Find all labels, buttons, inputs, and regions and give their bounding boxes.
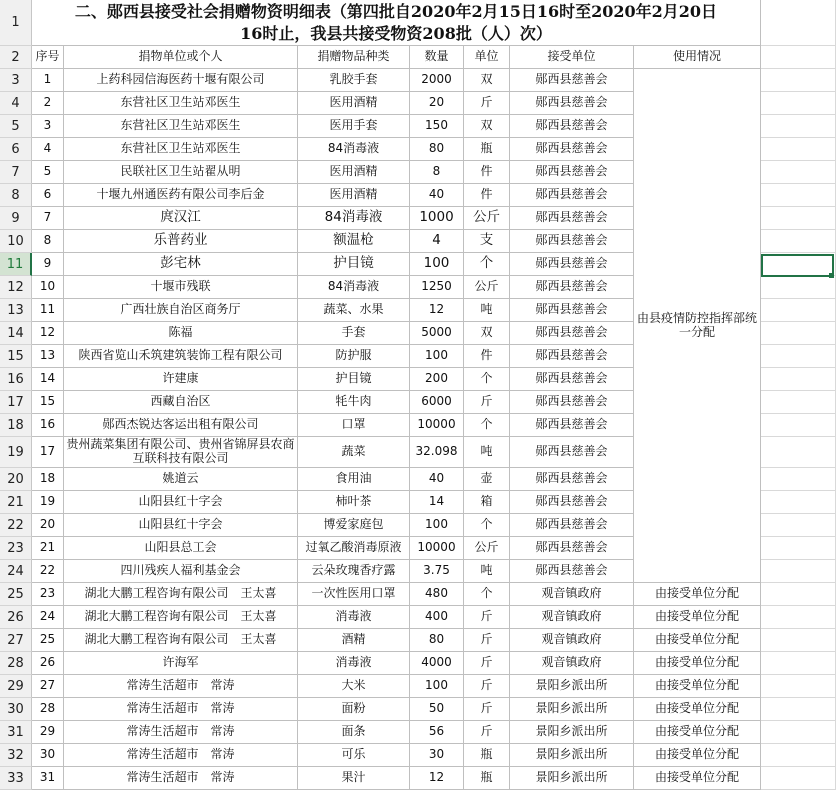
row-header-16[interactable]: 16 xyxy=(0,368,32,391)
cell-unit[interactable]: 斤 xyxy=(464,92,510,115)
row-header-11[interactable]: 11 xyxy=(0,253,32,276)
cell-usage[interactable]: 由接受单位分配 xyxy=(634,698,761,721)
row-header-15[interactable]: 15 xyxy=(0,345,32,368)
fill-handle[interactable] xyxy=(829,273,834,278)
cell-unit[interactable]: 件 xyxy=(464,184,510,207)
row-header-22[interactable]: 22 xyxy=(0,514,32,537)
cell-usage[interactable]: 由接受单位分配 xyxy=(634,652,761,675)
empty-cell[interactable] xyxy=(761,161,836,184)
cell-donor[interactable]: 贵州蔬菜集团有限公司、贵州省锦屏县农商互联科技有限公司 xyxy=(64,437,298,468)
cell-item[interactable]: 蔬菜、水果 xyxy=(298,299,410,322)
cell-item[interactable]: 面粉 xyxy=(298,698,410,721)
cell-donor[interactable]: 十堰市残联 xyxy=(64,276,298,299)
cell-receiver[interactable]: 郧西县慈善会 xyxy=(510,368,634,391)
cell-receiver[interactable]: 景阳乡派出所 xyxy=(510,767,634,790)
row-header-3[interactable]: 3 xyxy=(0,69,32,92)
cell-seq[interactable]: 14 xyxy=(32,368,64,391)
empty-cell[interactable] xyxy=(761,0,836,46)
cell-qty[interactable]: 12 xyxy=(410,767,464,790)
cell-qty[interactable]: 32.098 xyxy=(410,437,464,468)
cell-donor[interactable]: 上药科园信海医药十堰有限公司 xyxy=(64,69,298,92)
cell-seq[interactable]: 4 xyxy=(32,138,64,161)
cell-qty[interactable]: 4 xyxy=(410,230,464,253)
empty-cell[interactable] xyxy=(761,276,836,299)
empty-cell[interactable] xyxy=(761,391,836,414)
empty-cell[interactable] xyxy=(761,629,836,652)
selected-cell-outline[interactable] xyxy=(761,254,834,277)
cell-item[interactable]: 84消毒液 xyxy=(298,207,410,230)
empty-cell[interactable] xyxy=(761,115,836,138)
cell-donor[interactable]: 彭宅林 xyxy=(64,253,298,276)
row-header-30[interactable]: 30 xyxy=(0,698,32,721)
header-unit[interactable]: 单位 xyxy=(464,46,510,69)
row-header-25[interactable]: 25 xyxy=(0,583,32,606)
cell-donor[interactable]: 姚道云 xyxy=(64,468,298,491)
cell-unit[interactable]: 瓶 xyxy=(464,767,510,790)
cell-unit[interactable]: 斤 xyxy=(464,675,510,698)
cell-unit[interactable]: 斤 xyxy=(464,606,510,629)
row-header-33[interactable]: 33 xyxy=(0,767,32,790)
cell-qty[interactable]: 8 xyxy=(410,161,464,184)
row-header-23[interactable]: 23 xyxy=(0,537,32,560)
cell-item[interactable]: 手套 xyxy=(298,322,410,345)
cell-qty[interactable]: 10000 xyxy=(410,414,464,437)
empty-cell[interactable] xyxy=(761,514,836,537)
cell-item[interactable]: 口罩 xyxy=(298,414,410,437)
cell-seq[interactable]: 29 xyxy=(32,721,64,744)
cell-seq[interactable]: 18 xyxy=(32,468,64,491)
cell-qty[interactable]: 100 xyxy=(410,345,464,368)
cell-unit[interactable]: 支 xyxy=(464,230,510,253)
cell-receiver[interactable]: 郧西县慈善会 xyxy=(510,184,634,207)
row-header-20[interactable]: 20 xyxy=(0,468,32,491)
cell-seq[interactable]: 13 xyxy=(32,345,64,368)
empty-cell[interactable] xyxy=(761,675,836,698)
cell-donor[interactable]: 陕西省览山禾筑建筑装饰工程有限公司 xyxy=(64,345,298,368)
cell-seq[interactable]: 11 xyxy=(32,299,64,322)
cell-seq[interactable]: 9 xyxy=(32,253,64,276)
cell-receiver[interactable]: 郧西县慈善会 xyxy=(510,115,634,138)
cell-seq[interactable]: 28 xyxy=(32,698,64,721)
cell-donor[interactable]: 湖北大鹏工程咨询有限公司 王太喜 xyxy=(64,629,298,652)
cell-qty[interactable]: 200 xyxy=(410,368,464,391)
row-header-17[interactable]: 17 xyxy=(0,391,32,414)
cell-item[interactable]: 护目镜 xyxy=(298,368,410,391)
cell-donor[interactable]: 常涛生活超市 常涛 xyxy=(64,675,298,698)
cell-receiver[interactable]: 郧西县慈善会 xyxy=(510,161,634,184)
cell-donor[interactable]: 西藏自治区 xyxy=(64,391,298,414)
cell-qty[interactable]: 100 xyxy=(410,675,464,698)
cell-seq[interactable]: 20 xyxy=(32,514,64,537)
row-header-6[interactable]: 6 xyxy=(0,138,32,161)
empty-cell[interactable] xyxy=(761,46,836,69)
cell-qty[interactable]: 1000 xyxy=(410,207,464,230)
cell-receiver[interactable]: 郧西县慈善会 xyxy=(510,468,634,491)
row-header-24[interactable]: 24 xyxy=(0,560,32,583)
title-line-2: 16时止，我县共接受物资208批（人）次） xyxy=(240,23,552,43)
cell-donor[interactable]: 陈福 xyxy=(64,322,298,345)
cell-unit[interactable]: 吨 xyxy=(464,299,510,322)
cell-donor[interactable]: 常涛生活超市 常涛 xyxy=(64,767,298,790)
cell-receiver[interactable]: 郧西县慈善会 xyxy=(510,345,634,368)
cell-seq[interactable]: 2 xyxy=(32,92,64,115)
cell-qty[interactable]: 5000 xyxy=(410,322,464,345)
cell-usage[interactable]: 由接受单位分配 xyxy=(634,629,761,652)
header-usage[interactable]: 使用情况 xyxy=(634,46,761,69)
cell-qty[interactable]: 40 xyxy=(410,468,464,491)
cell-unit[interactable]: 瓶 xyxy=(464,744,510,767)
empty-cell[interactable] xyxy=(761,92,836,115)
cell-item[interactable]: 大米 xyxy=(298,675,410,698)
cell-unit[interactable]: 瓶 xyxy=(464,138,510,161)
row-header-10[interactable]: 10 xyxy=(0,230,32,253)
cell-qty[interactable]: 40 xyxy=(410,184,464,207)
cell-seq[interactable]: 15 xyxy=(32,391,64,414)
cell-seq[interactable]: 19 xyxy=(32,491,64,514)
cell-item[interactable]: 酒精 xyxy=(298,629,410,652)
cell-receiver[interactable]: 郧西县慈善会 xyxy=(510,230,634,253)
cell-seq[interactable]: 24 xyxy=(32,606,64,629)
cell-receiver[interactable]: 观音镇政府 xyxy=(510,629,634,652)
cell-item[interactable]: 牦牛肉 xyxy=(298,391,410,414)
cell-unit[interactable]: 公斤 xyxy=(464,276,510,299)
cell-item[interactable]: 柿叶茶 xyxy=(298,491,410,514)
row-header-26[interactable]: 26 xyxy=(0,606,32,629)
empty-cell[interactable] xyxy=(761,744,836,767)
cell-usage[interactable]: 由接受单位分配 xyxy=(634,675,761,698)
row-header-2[interactable]: 2 xyxy=(0,46,32,69)
empty-cell[interactable] xyxy=(761,184,836,207)
cell-seq[interactable]: 1 xyxy=(32,69,64,92)
cell-qty[interactable]: 10000 xyxy=(410,537,464,560)
cell-unit[interactable]: 斤 xyxy=(464,652,510,675)
cell-seq[interactable]: 17 xyxy=(32,437,64,468)
cell-donor[interactable]: 常涛生活超市 常涛 xyxy=(64,721,298,744)
cell-seq[interactable]: 5 xyxy=(32,161,64,184)
cell-receiver[interactable]: 郧西县慈善会 xyxy=(510,138,634,161)
cell-donor[interactable]: 山阳县红十字会 xyxy=(64,491,298,514)
cell-receiver[interactable]: 郧西县慈善会 xyxy=(510,560,634,583)
cell-qty[interactable]: 1250 xyxy=(410,276,464,299)
cell-receiver[interactable]: 郧西县慈善会 xyxy=(510,92,634,115)
cell-qty[interactable]: 100 xyxy=(410,253,464,276)
cell-seq[interactable]: 16 xyxy=(32,414,64,437)
cell-item[interactable]: 84消毒液 xyxy=(298,138,410,161)
cell-usage[interactable]: 由接受单位分配 xyxy=(634,767,761,790)
empty-cell[interactable] xyxy=(761,69,836,92)
cell-receiver[interactable]: 郧西县慈善会 xyxy=(510,276,634,299)
cell-qty[interactable]: 12 xyxy=(410,299,464,322)
cell-receiver[interactable]: 郧西县慈善会 xyxy=(510,253,634,276)
cell-seq[interactable]: 8 xyxy=(32,230,64,253)
empty-cell[interactable] xyxy=(761,560,836,583)
cell-donor[interactable]: 湖北大鹏工程咨询有限公司 王太喜 xyxy=(64,583,298,606)
cell-seq[interactable]: 27 xyxy=(32,675,64,698)
row-header-1[interactable]: 1 xyxy=(0,0,32,46)
cell-qty[interactable]: 14 xyxy=(410,491,464,514)
cell-donor[interactable]: 广西壮族自治区商务厅 xyxy=(64,299,298,322)
cell-receiver[interactable]: 观音镇政府 xyxy=(510,583,634,606)
cell-receiver[interactable]: 郧西县慈善会 xyxy=(510,491,634,514)
cell-item[interactable]: 过氧乙酸消毒原液 xyxy=(298,537,410,560)
empty-cell[interactable] xyxy=(761,299,836,322)
header-qty[interactable]: 数量 xyxy=(410,46,464,69)
cell-unit[interactable]: 壶 xyxy=(464,468,510,491)
cell-item[interactable]: 防护服 xyxy=(298,345,410,368)
cell-seq[interactable]: 6 xyxy=(32,184,64,207)
cell-unit[interactable]: 箱 xyxy=(464,491,510,514)
cell-qty[interactable]: 100 xyxy=(410,514,464,537)
empty-cell[interactable] xyxy=(761,491,836,514)
cell-qty[interactable]: 4000 xyxy=(410,652,464,675)
cell-seq[interactable]: 3 xyxy=(32,115,64,138)
empty-cell[interactable] xyxy=(761,583,836,606)
row-header-13[interactable]: 13 xyxy=(0,299,32,322)
cell-qty[interactable]: 480 xyxy=(410,583,464,606)
cell-item[interactable]: 博爱家庭包 xyxy=(298,514,410,537)
row-header-12[interactable]: 12 xyxy=(0,276,32,299)
empty-cell[interactable] xyxy=(761,606,836,629)
cell-item[interactable]: 乳胶手套 xyxy=(298,69,410,92)
cell-unit[interactable]: 斤 xyxy=(464,391,510,414)
cell-qty[interactable]: 6000 xyxy=(410,391,464,414)
row-header-29[interactable]: 29 xyxy=(0,675,32,698)
cell-item[interactable]: 医用酒精 xyxy=(298,184,410,207)
cell-unit[interactable]: 个 xyxy=(464,253,510,276)
cell-item[interactable]: 医用酒精 xyxy=(298,92,410,115)
row-header-18[interactable]: 18 xyxy=(0,414,32,437)
cell-seq[interactable]: 31 xyxy=(32,767,64,790)
cell-donor[interactable]: 东营社区卫生站邓医生 xyxy=(64,92,298,115)
row-header-27[interactable]: 27 xyxy=(0,629,32,652)
cell-qty[interactable]: 80 xyxy=(410,629,464,652)
row-header-5[interactable]: 5 xyxy=(0,115,32,138)
cell-seq[interactable]: 22 xyxy=(32,560,64,583)
cell-unit[interactable]: 公斤 xyxy=(464,207,510,230)
cell-unit[interactable]: 吨 xyxy=(464,560,510,583)
empty-cell[interactable] xyxy=(761,468,836,491)
cell-qty[interactable]: 56 xyxy=(410,721,464,744)
cell-unit[interactable]: 双 xyxy=(464,322,510,345)
cell-qty[interactable]: 80 xyxy=(410,138,464,161)
cell-seq[interactable]: 10 xyxy=(32,276,64,299)
empty-cell[interactable] xyxy=(761,230,836,253)
cell-seq[interactable]: 25 xyxy=(32,629,64,652)
cell-item[interactable]: 医用酒精 xyxy=(298,161,410,184)
cell-item[interactable]: 护目镜 xyxy=(298,253,410,276)
empty-cell[interactable] xyxy=(761,345,836,368)
cell-receiver[interactable]: 观音镇政府 xyxy=(510,652,634,675)
cell-receiver[interactable]: 观音镇政府 xyxy=(510,606,634,629)
row-header-31[interactable]: 31 xyxy=(0,721,32,744)
cell-unit[interactable]: 双 xyxy=(464,115,510,138)
cell-unit[interactable]: 公斤 xyxy=(464,537,510,560)
cell-item[interactable]: 一次性医用口罩 xyxy=(298,583,410,606)
cell-donor[interactable]: 东营社区卫生站邓医生 xyxy=(64,115,298,138)
cell-item[interactable]: 84消毒液 xyxy=(298,276,410,299)
cell-seq[interactable]: 30 xyxy=(32,744,64,767)
cell-item[interactable]: 消毒液 xyxy=(298,606,410,629)
row-header-9[interactable]: 9 xyxy=(0,207,32,230)
cell-donor[interactable]: 许海军 xyxy=(64,652,298,675)
cell-donor[interactable]: 四川残疾人福利基金会 xyxy=(64,560,298,583)
cell-item[interactable]: 可乐 xyxy=(298,744,410,767)
cell-donor[interactable]: 十堰九州通医药有限公司李后金 xyxy=(64,184,298,207)
cell-donor[interactable]: 乐普药业 xyxy=(64,230,298,253)
empty-cell[interactable] xyxy=(761,138,836,161)
cell-item[interactable]: 食用油 xyxy=(298,468,410,491)
row-header-21[interactable]: 21 xyxy=(0,491,32,514)
row-header-32[interactable]: 32 xyxy=(0,744,32,767)
cell-receiver[interactable]: 郧西县慈善会 xyxy=(510,322,634,345)
empty-cell[interactable] xyxy=(761,721,836,744)
cell-unit[interactable]: 件 xyxy=(464,161,510,184)
cell-receiver[interactable]: 郧西县慈善会 xyxy=(510,414,634,437)
cell-donor[interactable]: 郧西杰锐达客运出租有限公司 xyxy=(64,414,298,437)
cell-usage[interactable]: 由接受单位分配 xyxy=(634,606,761,629)
cell-qty[interactable]: 400 xyxy=(410,606,464,629)
cell-unit[interactable]: 件 xyxy=(464,345,510,368)
cell-receiver[interactable]: 郧西县慈善会 xyxy=(510,514,634,537)
cell-qty[interactable]: 20 xyxy=(410,92,464,115)
cell-receiver[interactable]: 景阳乡派出所 xyxy=(510,744,634,767)
cell-seq[interactable]: 7 xyxy=(32,207,64,230)
cell-qty[interactable]: 3.75 xyxy=(410,560,464,583)
cell-receiver[interactable]: 郧西县慈善会 xyxy=(510,207,634,230)
cell-unit[interactable]: 斤 xyxy=(464,721,510,744)
empty-cell[interactable] xyxy=(761,537,836,560)
title-line-1: 二、郧西县接受社会捐赠物资明细表（第四批自2020年2月15日16时至2020年2月20日 xyxy=(74,1,718,21)
cell-receiver[interactable]: 景阳乡派出所 xyxy=(510,721,634,744)
empty-cell[interactable] xyxy=(761,437,836,468)
row-header-7[interactable]: 7 xyxy=(0,161,32,184)
cell-qty[interactable]: 150 xyxy=(410,115,464,138)
cell-donor[interactable]: 常涛生活超市 常涛 xyxy=(64,698,298,721)
cell-usage[interactable]: 由接受单位分配 xyxy=(634,744,761,767)
cell-receiver[interactable]: 郧西县慈善会 xyxy=(510,299,634,322)
cell-seq[interactable]: 26 xyxy=(32,652,64,675)
cell-seq[interactable]: 12 xyxy=(32,322,64,345)
cell-donor[interactable]: 常涛生活超市 常涛 xyxy=(64,744,298,767)
cell-unit[interactable]: 斤 xyxy=(464,698,510,721)
cell-unit[interactable]: 个 xyxy=(464,514,510,537)
row-header-14[interactable]: 14 xyxy=(0,322,32,345)
cell-item[interactable]: 云朵玫瑰香疗露 xyxy=(298,560,410,583)
cell-unit[interactable]: 个 xyxy=(464,368,510,391)
cell-seq[interactable]: 23 xyxy=(32,583,64,606)
cell-unit[interactable]: 个 xyxy=(464,414,510,437)
cell-unit[interactable]: 吨 xyxy=(464,437,510,468)
sheet-title[interactable] xyxy=(32,0,761,46)
cell-donor[interactable]: 东营社区卫生站邓医生 xyxy=(64,138,298,161)
header-receiver[interactable]: 接受单位 xyxy=(510,46,634,69)
merged-usage-cell[interactable]: 由县疫情防控指挥部统一分配 xyxy=(634,69,761,583)
empty-cell[interactable] xyxy=(761,698,836,721)
empty-cell[interactable] xyxy=(761,322,836,345)
row-header-28[interactable]: 28 xyxy=(0,652,32,675)
empty-cell[interactable] xyxy=(761,368,836,391)
cell-item[interactable]: 面条 xyxy=(298,721,410,744)
cell-item[interactable]: 额温枪 xyxy=(298,230,410,253)
cell-qty[interactable]: 2000 xyxy=(410,69,464,92)
cell-receiver[interactable]: 郧西县慈善会 xyxy=(510,391,634,414)
empty-cell[interactable] xyxy=(761,414,836,437)
cell-usage[interactable]: 由接受单位分配 xyxy=(634,721,761,744)
header-donor[interactable]: 捐物单位或个人 xyxy=(64,46,298,69)
cell-item[interactable]: 果汁 xyxy=(298,767,410,790)
cell-receiver[interactable]: 郧西县慈善会 xyxy=(510,537,634,560)
header-seq[interactable]: 序号 xyxy=(32,46,64,69)
cell-donor[interactable]: 湖北大鹏工程咨询有限公司 王太喜 xyxy=(64,606,298,629)
cell-unit[interactable]: 个 xyxy=(464,583,510,606)
cell-unit[interactable]: 双 xyxy=(464,69,510,92)
cell-receiver[interactable]: 郧西县慈善会 xyxy=(510,437,634,468)
cell-item[interactable]: 医用手套 xyxy=(298,115,410,138)
cell-seq[interactable]: 21 xyxy=(32,537,64,560)
empty-cell[interactable] xyxy=(761,767,836,790)
row-header-19[interactable]: 19 xyxy=(0,437,32,468)
cell-qty[interactable]: 50 xyxy=(410,698,464,721)
empty-cell[interactable] xyxy=(761,207,836,230)
cell-unit[interactable]: 斤 xyxy=(464,629,510,652)
cell-item[interactable]: 蔬菜 xyxy=(298,437,410,468)
cell-usage[interactable]: 由接受单位分配 xyxy=(634,583,761,606)
cell-donor[interactable]: 山阳县红十字会 xyxy=(64,514,298,537)
cell-donor[interactable]: 庹汉江 xyxy=(64,207,298,230)
cell-receiver[interactable]: 景阳乡派出所 xyxy=(510,675,634,698)
cell-item[interactable]: 消毒液 xyxy=(298,652,410,675)
row-header-8[interactable]: 8 xyxy=(0,184,32,207)
cell-receiver[interactable]: 景阳乡派出所 xyxy=(510,698,634,721)
cell-donor[interactable]: 许建康 xyxy=(64,368,298,391)
empty-cell[interactable] xyxy=(761,652,836,675)
header-item[interactable]: 捐赠物品种类 xyxy=(298,46,410,69)
cell-donor[interactable]: 山阳县总工会 xyxy=(64,537,298,560)
cell-donor[interactable]: 民联社区卫生站翟从明 xyxy=(64,161,298,184)
cell-qty[interactable]: 30 xyxy=(410,744,464,767)
row-header-4[interactable]: 4 xyxy=(0,92,32,115)
cell-receiver[interactable]: 郧西县慈善会 xyxy=(510,69,634,92)
